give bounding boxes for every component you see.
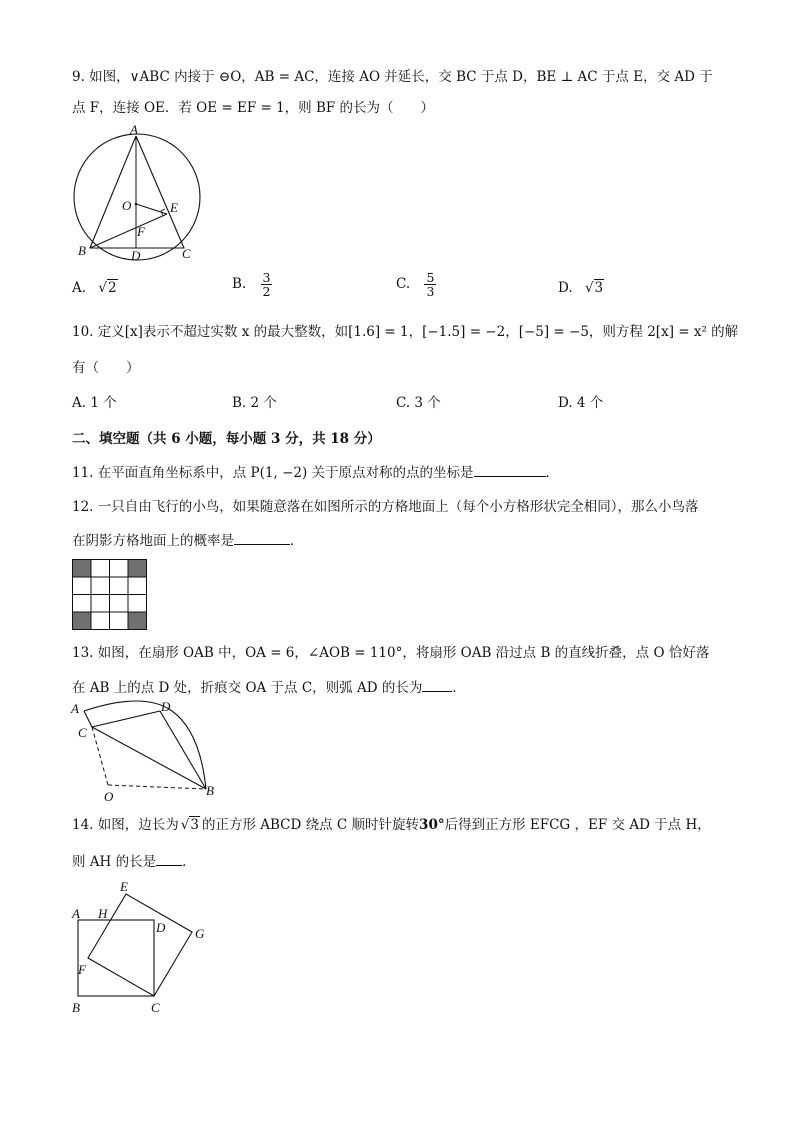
q13-end: ．: [452, 680, 466, 696]
q12-grid-figure: [72, 559, 148, 631]
q9-option-c-letter: C.: [396, 276, 411, 292]
q14-line1: [72, 816, 711, 834]
q9-option-b-letter: B.: [232, 276, 247, 292]
q9-center-dot: [135, 203, 138, 206]
q12-line1: 12. 一只自由飞行的小鸟，如果随意落在如图所示的方格地面上（每个小方格形状完全相同），那么小鸟落: [72, 499, 699, 515]
q12-grid-cell: [91, 560, 110, 578]
q14-text-a: 14. 如图，边长为: [72, 817, 179, 833]
q9-option-d-value: √3: [584, 280, 604, 296]
q14-label-e: E: [120, 879, 128, 894]
q9-label-b: B: [78, 243, 86, 258]
q13-fold-cb: [92, 727, 206, 789]
q13-label-a: A: [71, 701, 79, 716]
q12-grid-cell: [110, 595, 129, 613]
q14-label-g: G: [195, 926, 205, 941]
q14-line2-wrap: [72, 851, 196, 871]
q9-label-c: C: [182, 246, 191, 261]
q13-label-d: D: [161, 699, 171, 714]
q13-segment-db: [160, 711, 206, 789]
q12-grid-cell: [91, 595, 110, 613]
q10-option-c[interactable]: C. 3 个: [396, 395, 441, 411]
q10-option-d[interactable]: D. 4 个: [558, 395, 604, 411]
q13-line1: 13. 如图，在扇形 OAB 中，OA = 6，∠AOB = 110°，将扇形 OAB 沿过点 B 的直线折叠，点 O 恰好落: [72, 645, 710, 661]
q11-text: 11. 在平面直角坐标系中，点 P(1, −2) 关于原点对称的点的坐标是: [72, 465, 474, 481]
q14-answer-blank[interactable]: [156, 851, 182, 866]
q11-answer-blank[interactable]: [474, 462, 546, 477]
q9-label-a: A: [130, 124, 138, 137]
q14-sqrt: √3: [180, 817, 199, 833]
q9-option-b-fraction: [261, 271, 273, 298]
q9-option-b-num: 3: [262, 270, 271, 285]
q9-option-a-value: √2: [98, 280, 117, 296]
q9-option-a-radicand: 2: [107, 280, 117, 296]
q9-option-d-letter: D.: [558, 280, 573, 296]
q13-dashed-co: [92, 727, 108, 785]
q14-text-c: 后得到正方形 EFCG ，EF 交 AD 于点 H，: [444, 817, 711, 833]
q12-grid-cell-shaded: [128, 560, 147, 578]
q9-label-e: E: [170, 200, 178, 215]
q10-option-b[interactable]: B. 2 个: [232, 395, 277, 411]
q12-line2-wrap: [72, 530, 304, 550]
q14-text-b: 的正方形 ABCD 绕点 C 顺时针旋转: [201, 817, 420, 833]
q12-end: ．: [290, 533, 304, 549]
q9-label-f: F: [137, 224, 145, 239]
q13-label-o: O: [104, 789, 114, 804]
q14-label-f: F: [78, 962, 86, 977]
q10-option-a[interactable]: A. 1 个: [72, 395, 117, 411]
q9-option-a-letter: A.: [72, 280, 87, 296]
q14-radicand: 3: [190, 817, 199, 833]
q12-grid-cell: [110, 560, 129, 578]
q10-line1: 10. 定义[x]表示不超过实数 x 的最大整数，如[1.6] = 1，[−1.5] = −2，[−5] = −5，则方程 2[x] = x² 的解: [72, 324, 739, 340]
q9-option-c-num: 5: [426, 270, 435, 285]
q9-line2: 点 F，连接 OE．若 OE = EF = 1，则 BF 的长为（ ）: [72, 100, 435, 116]
q12-grid-cell-shaded: [128, 612, 147, 630]
section2-heading: 二、填空题（共 6 小题，每小题 3 分，共 18 分）: [72, 431, 381, 447]
q14-label-h: H: [98, 906, 108, 921]
q9-option-b-den: 2: [262, 284, 271, 299]
q9-option-d-radicand: 3: [594, 280, 604, 296]
q9-option-a[interactable]: [72, 280, 118, 296]
q12-grid: [73, 560, 147, 630]
q12-grid-cell: [110, 577, 129, 595]
q9-label-o: O: [122, 198, 132, 213]
q13-answer-blank[interactable]: [422, 677, 452, 692]
q14-angle: 30°: [419, 817, 445, 833]
q13-segment-cd: [92, 711, 160, 727]
q14-square-abcd: [78, 920, 154, 996]
q14-end: ．: [182, 854, 196, 870]
q12-grid-cell: [91, 577, 110, 595]
q12-grid-cell: [73, 577, 92, 595]
q11-end: ．: [545, 465, 560, 481]
q14-label-b: B: [72, 1000, 80, 1015]
q12-grid-cell-shaded: [73, 560, 92, 578]
q12-grid-cell: [128, 577, 147, 595]
q14-label-d: D: [156, 920, 166, 935]
q12-grid-cell: [73, 595, 92, 613]
q9-option-d[interactable]: [558, 280, 604, 296]
q12-grid-cell: [110, 612, 129, 630]
q13-line2-wrap: [72, 677, 466, 697]
q9-option-c[interactable]: [396, 271, 436, 298]
q11-line: [72, 462, 559, 482]
q14-label-a: A: [72, 906, 80, 921]
q13-line2: 在 AB 上的点 D 处，折痕交 OA 于点 C，则弧 AD 的长为: [72, 680, 423, 696]
q12-grid-cell: [128, 595, 147, 613]
q13-dashed-ob: [108, 785, 206, 789]
q9-label-d: D: [131, 248, 141, 263]
q14-square-figure: [66, 878, 216, 1016]
q12-answer-blank[interactable]: [234, 530, 290, 545]
q10-line2: 有（ ）: [72, 360, 140, 376]
q13-sector-figure: [68, 697, 220, 807]
q9-circle-figure: [66, 124, 214, 264]
q13-label-b: B: [206, 783, 214, 798]
q9-option-b[interactable]: [232, 271, 272, 298]
q12-grid-cell: [91, 612, 110, 630]
q9-line1: 9. 如图，∨ABC 内接于 ⊖O，AB = AC，连接 AO 并延长，交 BC 于点 D，BE ⊥ AC 于点 E，交 AD 于: [72, 69, 713, 85]
q9-line-oe: [136, 204, 167, 214]
q12-line2: 在阴影方格地面上的概率是: [72, 533, 234, 549]
q9-option-c-fraction: [424, 271, 436, 298]
q12-grid-cell-shaded: [73, 612, 92, 630]
q14-label-c: C: [151, 1000, 160, 1015]
q13-label-c: C: [78, 725, 87, 740]
q14-line2: 则 AH 的长是: [72, 854, 157, 870]
q9-option-c-den: 3: [426, 284, 435, 299]
